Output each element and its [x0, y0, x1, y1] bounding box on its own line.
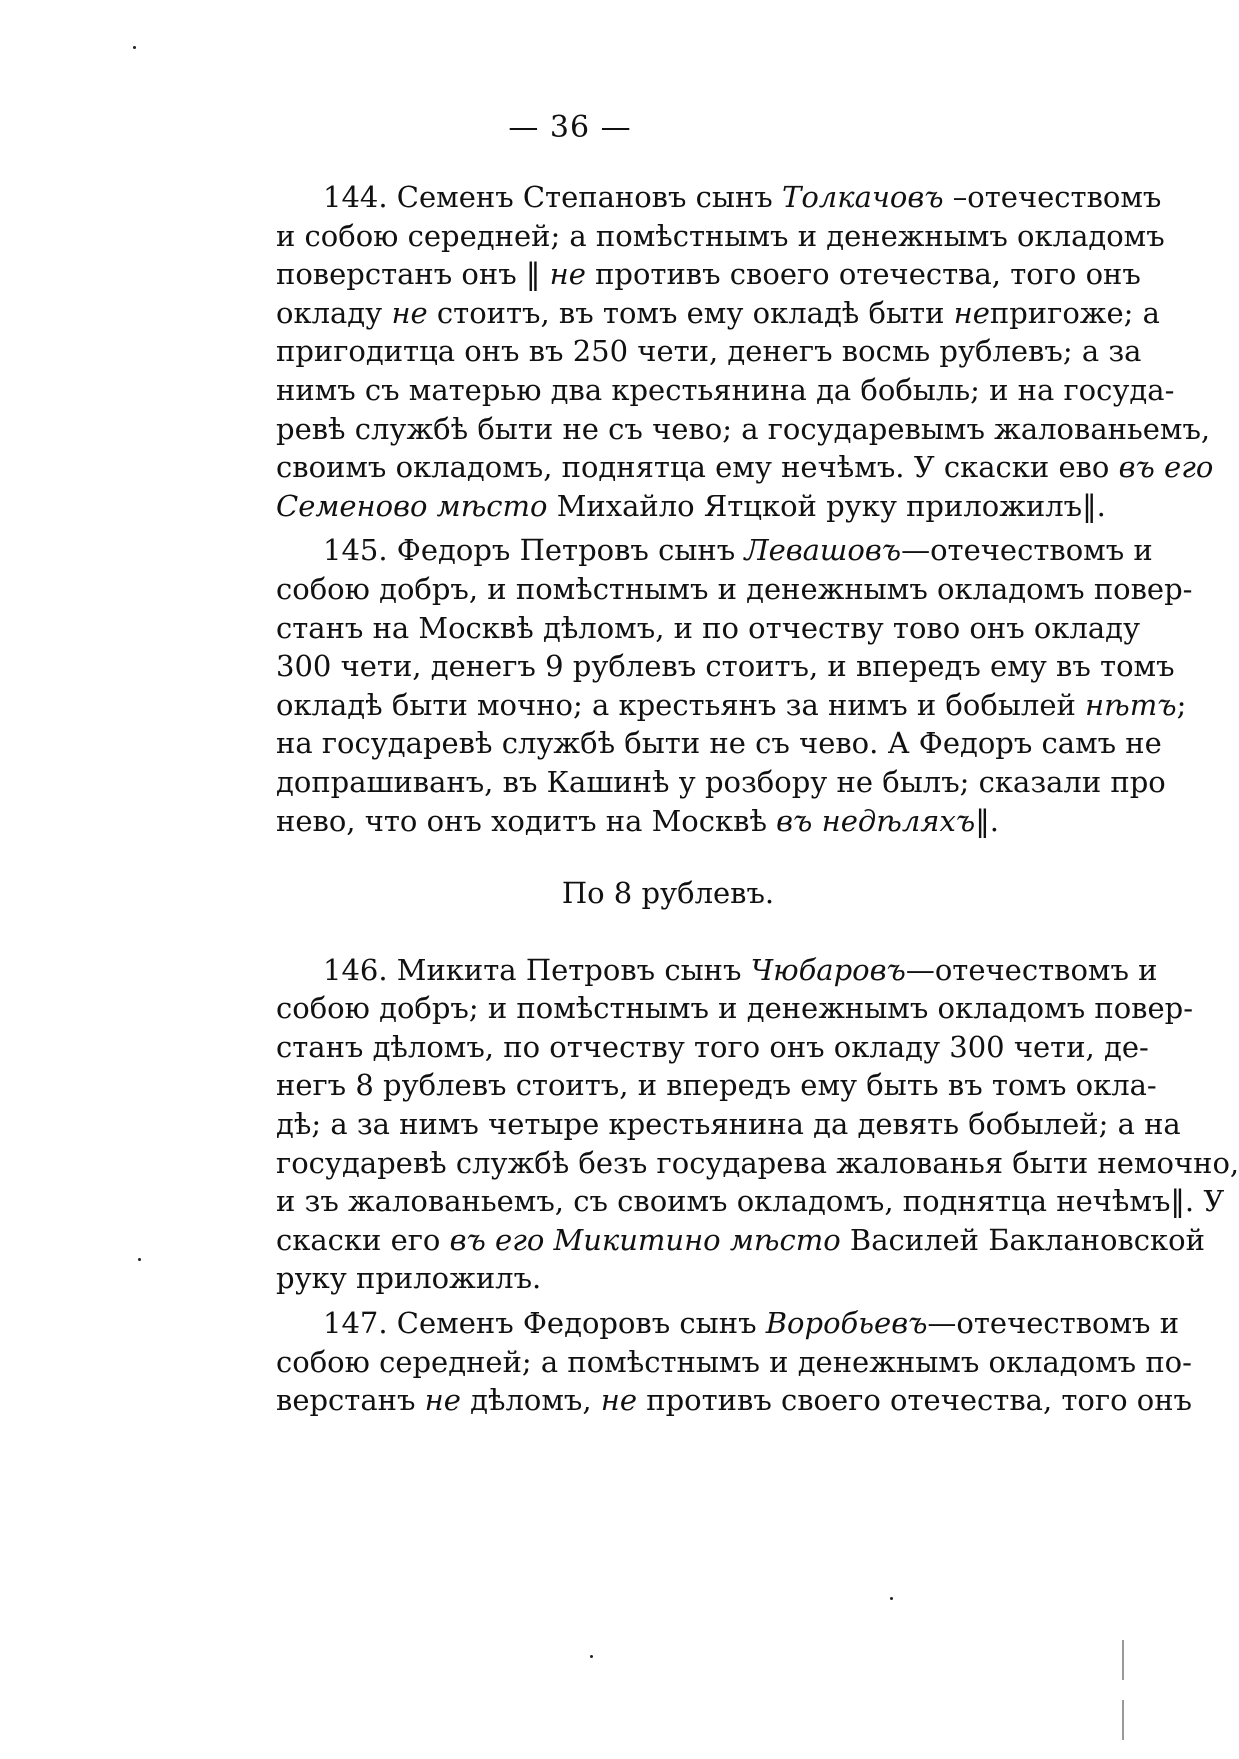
- italic-text: Семеново мѣсто: [276, 488, 548, 523]
- italic-text: Чюбаровъ: [750, 952, 906, 987]
- italic-text: въ его: [1118, 450, 1214, 485]
- text-line: [276, 763, 1166, 802]
- text-line: [276, 371, 1175, 410]
- text-run: собою середней; а помѣстнымъ и денежнымъ окладомъ по-: [276, 1344, 1192, 1379]
- text-run: .: [1096, 488, 1106, 523]
- text-line: [276, 487, 1106, 526]
- text-run: станъ на Москвѣ дѣломъ, и по отчеству тово онъ окладу: [276, 610, 1141, 645]
- text-run: дѣ; а за нимъ четыре крестьянина да девять бобылей; а на: [276, 1107, 1181, 1142]
- text-line: [276, 255, 1141, 294]
- italic-text: въ его Микитино мѣсто: [449, 1222, 841, 1257]
- text-run: [540, 257, 549, 291]
- text-run: 144. Семенъ Степановъ сынъ: [323, 180, 782, 214]
- text-line: [276, 686, 1187, 725]
- text-run: верстанъ: [276, 1383, 425, 1418]
- entry-144: [276, 178, 1214, 525]
- text-line: [276, 609, 1141, 648]
- document-body: [276, 178, 1239, 1420]
- text-run: 300 чети, денегъ 9 рублевъ стоитъ, и впередъ ему въ томъ: [276, 649, 1175, 684]
- text-run: 145. Федоръ Петровъ сынъ: [323, 533, 745, 568]
- text-run: своимъ окладомъ, поднятца ему нечѣмъ. У скаски ево: [276, 450, 1119, 485]
- text-run: окладу: [276, 295, 392, 330]
- scan-speck: [133, 46, 136, 49]
- text-run: 147. Семенъ Федоровъ сынъ: [323, 1306, 766, 1341]
- text-line: [276, 951, 1158, 990]
- text-run: . У: [1184, 1184, 1225, 1219]
- italic-text: не: [391, 295, 428, 330]
- text-line: [276, 332, 1142, 371]
- italic-text: Воробьевъ: [765, 1306, 928, 1341]
- text-run: собою добръ; и помѣстнымъ и денежнымъ окладомъ повер-: [276, 991, 1194, 1026]
- text-run: допрашиванъ, въ Кашинѣ у розбору не былъ; сказали про: [276, 764, 1166, 799]
- text-run: и зъ жалованьемъ, съ своимъ окладомъ, поднятца нечѣмъ: [276, 1184, 1171, 1219]
- text-line: [276, 294, 1160, 333]
- text-run: .: [989, 803, 999, 838]
- text-line: [276, 1304, 1180, 1343]
- text-run: поверстанъ онъ: [276, 257, 526, 292]
- text-line: [276, 1028, 1149, 1067]
- text-run: противъ своего отечества, того онъ: [637, 1383, 1192, 1418]
- text-run: пригодитца онъ въ 250 чети, денегъ восмь рублевъ; а за: [276, 334, 1142, 369]
- division-mark: ‖: [1082, 488, 1097, 523]
- italic-text: Толкачовъ: [781, 180, 944, 214]
- text-run: стоитъ, въ томъ ему окладѣ быти: [427, 295, 954, 330]
- text-run: руку приложилъ.: [276, 1261, 542, 1296]
- text-run: —отечествомъ и: [901, 533, 1153, 568]
- text-run: нимъ съ матерью два крестьянина да бобыль; и на госуда-: [276, 372, 1175, 407]
- text-line: [276, 1066, 1157, 1105]
- text-line: [276, 724, 1162, 763]
- text-line: [276, 410, 1211, 449]
- text-line: [276, 1221, 1205, 1260]
- text-line: [276, 217, 1165, 256]
- text-run: и собою середней; а помѣстнымъ и денежнымъ окладомъ: [276, 218, 1165, 253]
- text-line: [276, 647, 1175, 686]
- section-heading: По 8 рублевъ.: [561, 876, 775, 911]
- division-mark: ‖: [525, 257, 541, 292]
- entry-146: [276, 951, 1239, 1298]
- text-line: [276, 989, 1194, 1028]
- text-line: [276, 1182, 1225, 1221]
- italic-text: не: [549, 257, 586, 292]
- division-mark: ‖: [1170, 1184, 1185, 1219]
- text-run: —отечествомъ и: [927, 1306, 1180, 1341]
- scan-edge-mark: [1122, 1640, 1124, 1680]
- text-run: дѣломъ,: [460, 1383, 601, 1418]
- text-run: ревѣ службѣ быти не съ чево; а государевымъ жалованьемъ,: [276, 411, 1211, 446]
- division-mark: ‖: [975, 803, 990, 838]
- entry-147: [276, 1304, 1192, 1420]
- text-run: на государевѣ службѣ быти не съ чево. А Федоръ самъ не: [276, 726, 1162, 761]
- text-line: [276, 448, 1214, 487]
- text-run: —отечествомъ и: [905, 952, 1158, 987]
- text-run: 146. Микита Петровъ сынъ: [323, 952, 751, 987]
- text-run: окладѣ быти мочно; а крестьянъ за нимъ и бобылей: [276, 687, 1086, 722]
- text-run: ;: [1176, 687, 1187, 722]
- scan-speck: [590, 1655, 593, 1658]
- scan-speck: [138, 1258, 141, 1261]
- italic-text: не: [600, 1383, 638, 1418]
- text-run: Василей Баклановской: [840, 1222, 1205, 1257]
- text-run: пригоже; а: [989, 295, 1160, 330]
- scan-speck: [890, 1597, 893, 1600]
- text-line: [276, 178, 1162, 217]
- text-line: [276, 570, 1193, 609]
- text-line: [276, 1105, 1181, 1144]
- text-run: Михайло Ятцкой руку приложилъ: [547, 488, 1083, 523]
- text-run: нево, что онъ ходитъ на Москвѣ: [276, 803, 777, 838]
- text-run: –отечествомъ: [943, 180, 1162, 214]
- text-line: [276, 531, 1153, 570]
- text-line: [276, 1144, 1239, 1183]
- text-run: станъ дѣломъ, по отчеству того онъ окладу 300 чети, де-: [276, 1029, 1149, 1064]
- text-run: собою добръ, и помѣстнымъ и денежнымъ окладомъ повер-: [276, 571, 1193, 606]
- text-run: негъ 8 рублевъ стоитъ, и впередъ ему быть въ томъ окла-: [276, 1068, 1157, 1103]
- entry-145: [276, 531, 1193, 840]
- text-run: противъ своего отечества, того онъ: [585, 257, 1141, 292]
- italic-text: не: [424, 1383, 461, 1418]
- text-line: [276, 1343, 1192, 1382]
- italic-text: въ недѣляхъ: [776, 803, 976, 838]
- italic-text: Левашовъ: [744, 533, 902, 568]
- italic-text: нѣтъ: [1085, 687, 1177, 722]
- page-number: — 36 —: [508, 110, 632, 145]
- italic-text: не: [953, 295, 990, 330]
- text-line: [276, 1259, 1060, 1298]
- text-run: скаски его: [276, 1222, 450, 1257]
- text-line: [276, 802, 1060, 841]
- text-line: [276, 1381, 1192, 1420]
- text-run: государевѣ службѣ безъ государева жалованья быти немочно,: [276, 1145, 1239, 1180]
- scan-edge-mark: [1122, 1700, 1124, 1740]
